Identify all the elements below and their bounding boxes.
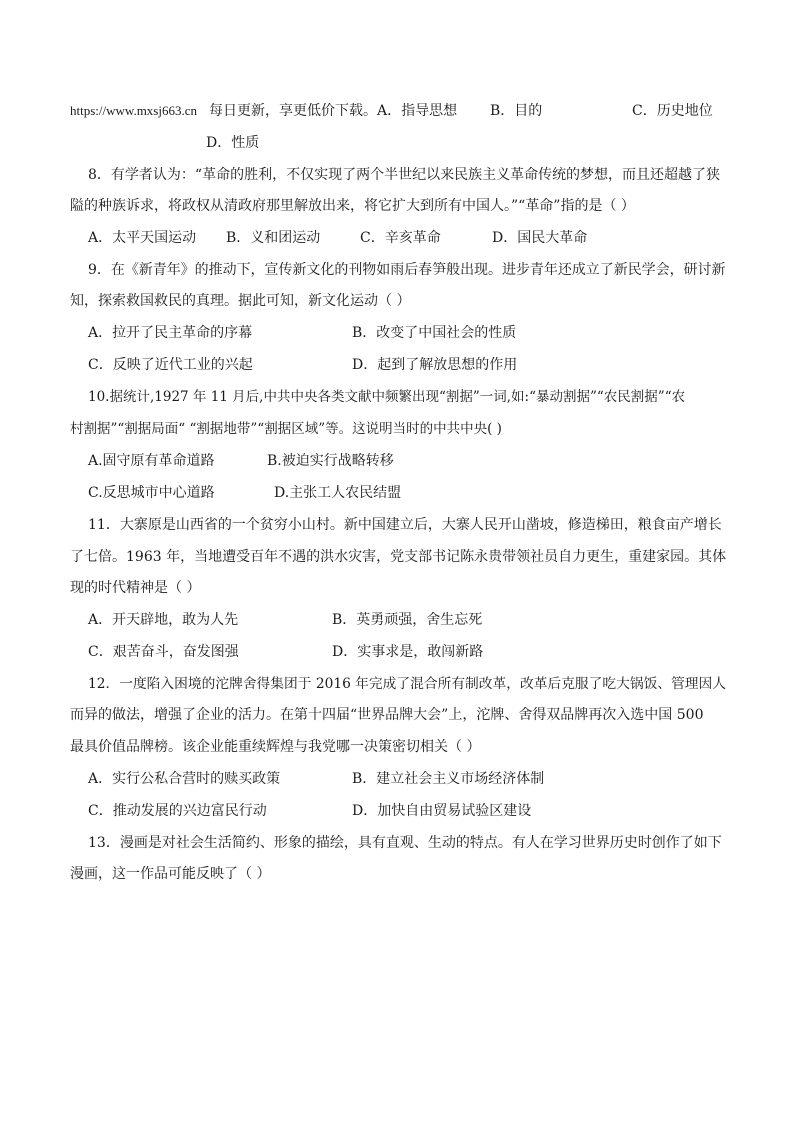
q11-option-a: A．开天辟地，敢为人先 (88, 612, 239, 628)
q7-option-a: A．指导思想 (377, 103, 458, 119)
header-line (70, 101, 457, 121)
q12-stem-line2: 而异的做法，增强了企业的活力。在第十四届“世界品牌大会”上，沱牌、舍得双品牌再次入选中国 500 (70, 707, 704, 723)
q13-stem-line1: 13．漫画是对社会生活简约、形象的描绘，具有直观、生动的特点。有人在学习世界历史时创作了如下 (88, 835, 722, 851)
promo-text: 每日更新，享更低价下载。 (209, 103, 377, 119)
q9-option-d: D．起到了解放思想的作用 (352, 357, 518, 373)
q7-option-c: C．历史地位 (632, 103, 713, 119)
q7-option-b: B．目的 (490, 103, 543, 119)
q11-stem-line3: 现的时代精神是（ ） (70, 580, 201, 596)
q9-option-b: B．改变了中国社会的性质 (352, 325, 517, 341)
q11-option-c: C．艰苦奋斗，奋发图强 (88, 644, 239, 660)
q8-stem-line1: 8．有学者认为：“革命的胜利，不仅实现了两个半世纪以来民族主义革命传统的梦想，而且还超越了狭 (88, 167, 721, 183)
q13-stem-line2: 漫画，这一作品可能反映了（ ） (70, 866, 271, 882)
q8-stem-line2: 隘的种族诉求，将政权从清政府那里解放出来，将它扩大到所有中国人。”“革命”指的是（ ） (70, 198, 635, 214)
q12-stem-line1: 12．一度陷入困境的沱牌舍得集团于 2016 年完成了混合所有制改革，改革后克服了吃大锅饭、管理因人 (88, 676, 727, 692)
q10-option-a: A.固守原有革命道路 (88, 453, 215, 469)
q9-option-c: C．反映了近代工业的兴起 (88, 357, 253, 373)
q10-stem-line2: 村割据”“割据局面“ “割据地带”“割据区域”等。这说明当时的中共中央( ) (70, 421, 502, 437)
q9-stem-line2: 知，探索救国救民的真理。据此可知，新文化运动（ ） (70, 293, 411, 309)
q12-option-a: A．实行公私合营时的赎买政策 (88, 771, 281, 787)
q10-option-d: D.主张工人农民结盟 (274, 485, 402, 501)
q7-option-d: D．性质 (206, 135, 260, 151)
site-url[interactable]: https://www.mxsj663.cn (70, 103, 197, 118)
q11-stem-line2: 了七倍。1963 年，当地遭受百年不遇的洪水灾害，党支部书记陈永贵带领社员自力更生，重建家园。其体 (70, 549, 727, 565)
q9-option-a: A．拉开了民主革命的序幕 (88, 325, 253, 341)
q10-option-b: B.被迫实行战略转移 (267, 453, 394, 469)
q9-stem-line1: 9．在《新青年》的推动下，宣传新文化的刊物如雨后春笋般出现。进步青年还成立了新民学会，研讨新 (88, 262, 726, 278)
q12-stem-line3: 最具价值品牌榜。该企业能重续辉煌与我党哪一决策密切相关（ ） (70, 739, 481, 755)
q11-option-d: D．实事求是，敢闯新路 (332, 644, 484, 660)
q11-stem-line1: 11．大寨原是山西省的一个贫穷小山村。新中国建立后，大寨人民开山凿坡，修造梯田，粮食亩产增长 (88, 517, 722, 533)
q12-option-b: B．建立社会主义市场经济体制 (352, 771, 545, 787)
q8-option-d: D．国民大革命 (492, 230, 588, 246)
q12-option-d: D．加快自由贸易试验区建设 (352, 803, 532, 819)
q8-option-b: B．义和团运动 (226, 230, 321, 246)
q8-option-a: A．太平天国运动 (88, 230, 197, 246)
q12-option-c: C．推动发展的兴边富民行动 (88, 803, 267, 819)
q10-option-c: C.反思城市中心道路 (88, 485, 215, 501)
q10-stem-line1: 10.据统计,1927 年 11 月后,中共中央各类文献中频繁出现“割据”一词,如:“暴动割据”“农民割据”“农 (88, 389, 686, 405)
q11-option-b: B．英勇顽强，舍生忘死 (332, 612, 483, 628)
q8-option-c: C．辛亥革命 (360, 230, 441, 246)
